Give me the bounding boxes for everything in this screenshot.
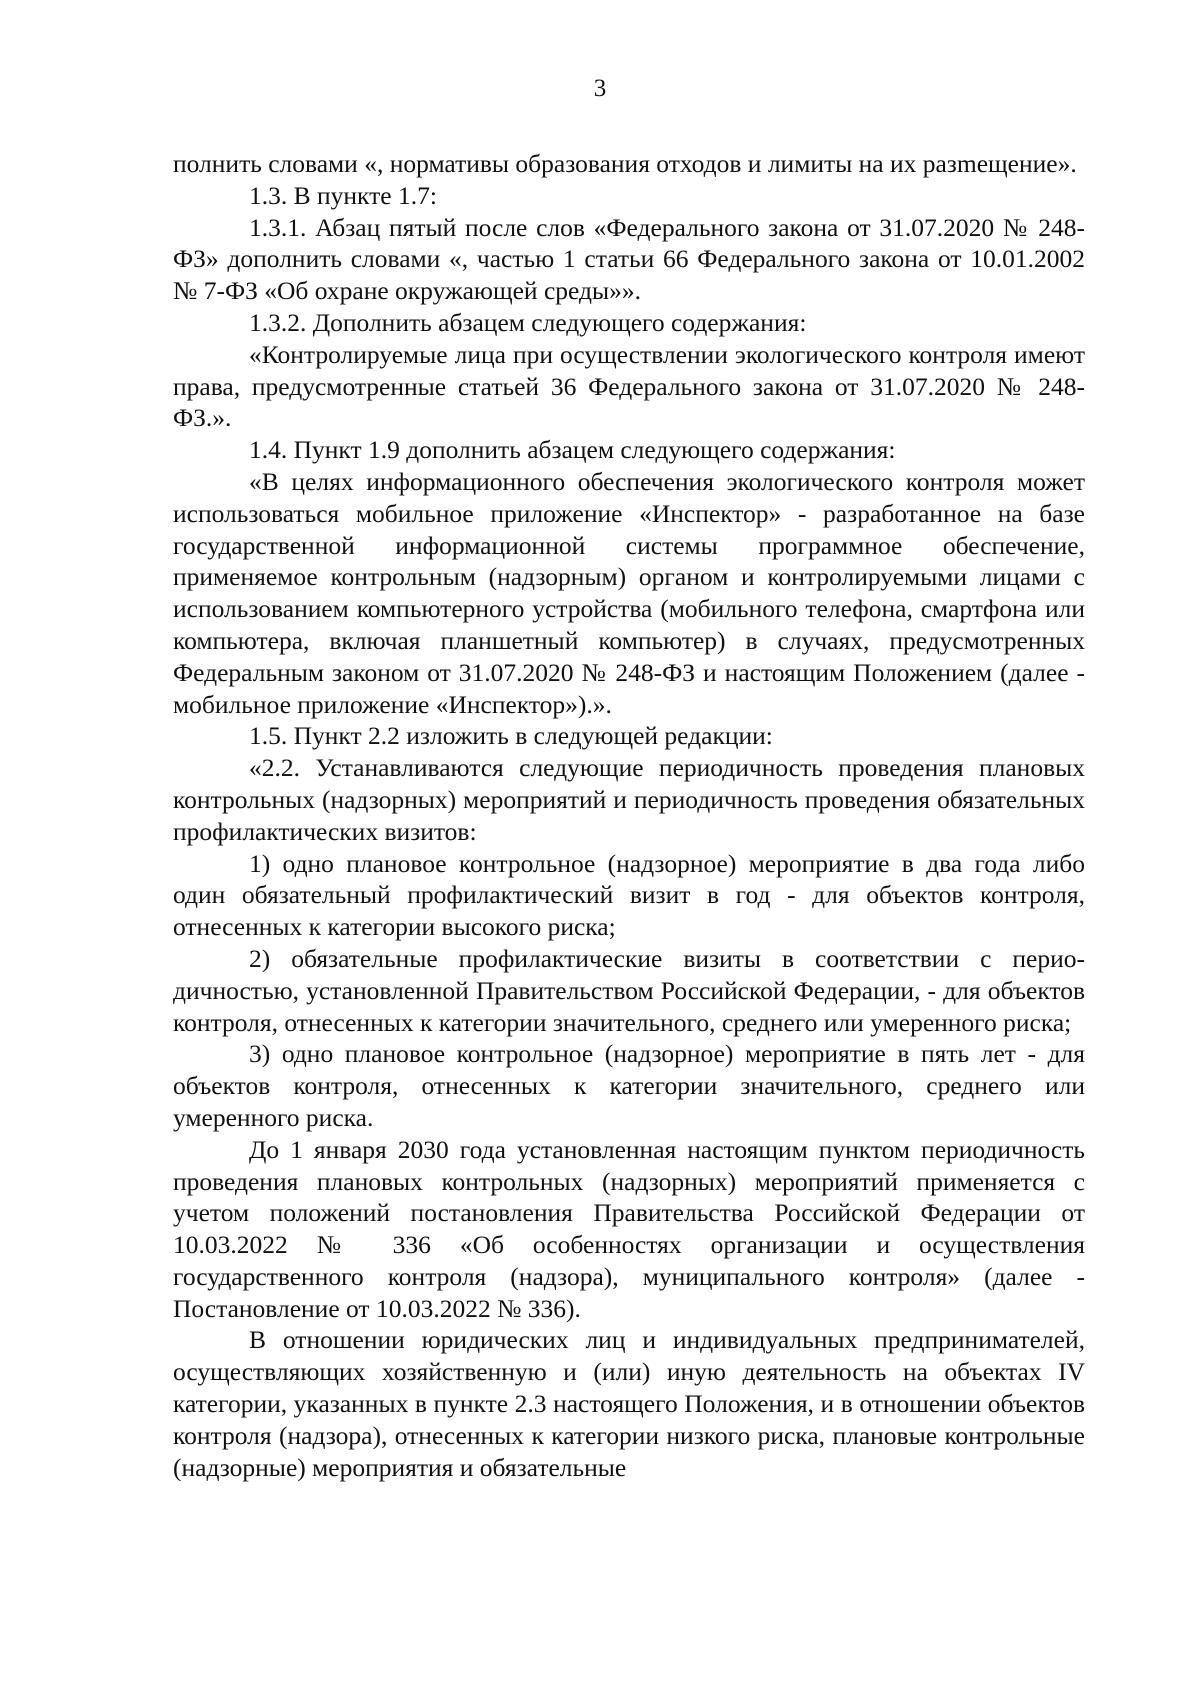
paragraph: 1.3. В пункте 1.7: (249, 180, 437, 210)
paragraph: В отношении юридических лиц и индивидуальных предпринимателей, осуществляющих хозяйственную и (или) иную деятельность на объектах IV категории, указанных в пункте 2.3 настоящего Положения, и в отношении объектов контроля (надзора), отнесенных к категории низкого риска, плановые контрольные (надзорные) мероприятия и обязательные (173, 1325, 1085, 1482)
paragraph: 2) обязательные профилактические визиты в соответствии с периодичностью, установленной Правительством Российской Федерации, - для объектов контроля, отнесенных к категории значительного, среднего или умеренного риска; (173, 943, 1085, 1037)
paragraph: 1.3.2. Дополнить абзацем следующего содержания: (249, 307, 807, 337)
document-body (173, 148, 1085, 1483)
page-number: 3 (593, 75, 607, 102)
paragraph: 1.4. Пункт 1.9 дополнить абзацем следующего содержания: (249, 435, 896, 465)
paragraph: 1) одно плановое контрольное (надзорное) мероприятие в два года либо один обязательный профилактический визит в год - для объектов контроля, отнесенных к категории высокого риска; (173, 848, 1085, 942)
paragraph: 3) одно плановое контрольное (надзорное) мероприятие в пять лет - для объектов контроля, отнесенных к категории значительного, среднего или умеренного риска. (173, 1039, 1085, 1132)
paragraph: «Контролируемые лица при осуществлении экологического контроля имеют права, предусмотренные статьей 36 Федерального закона от 31.07.2020 № 248-ФЗ.». (173, 339, 1085, 433)
paragraph: «В целях информационного обеспечения экологического контроля может использоваться мобильное приложение «Инспектор» - разработанное на базе государственной информационной системы программное обеспечение, применяемое контрольным (надзорным) органом и контролируемыми лицами с использованием компьютерного устройства (мобильного телефона, смартфона или компьютера, включая планшетный компьютер) в случаях, предусмотренных Федеральным законом от 31.07.2020 № 248-ФЗ и настоящим Положением (далее - мобильное приложение «Инспектор»).». (173, 466, 1085, 719)
paragraph: полнить словами «, нормативы образования отходов и лимиты на их разmещение». (173, 149, 1077, 178)
paragraph: «2.2. Устанавливаются следующие периодичность проведения плановых контрольных (надзорных) мероприятий и периодичность проведения обязательных профилактических визитов: (173, 753, 1085, 846)
paragraph: До 1 января 2030 года установленная настоящим пунктом периодичность проведения плановых контрольных (надзорных) мероприятий применяется с учетом положений постановления Правительства Российской Федерации от 10.03.2022 № 336 «Об особенностях организации и осуществления государственного контроля (надзора), муниципального контроля» (далее - Постановление от 10.03.2022 № 336). (173, 1134, 1085, 1323)
paragraph: 1.3.1. Абзац пятый после слов «Федерального закона от 31.07.2020 № 248-ФЗ» дополнить словами «, частью 1 статьи 66 Федерального закона от 10.01.2002 № 7-ФЗ «Об охране окружающей среды»». (173, 212, 1085, 306)
paragraph: 1.5. Пункт 2.2 изложить в следующей редакции: (249, 721, 773, 751)
